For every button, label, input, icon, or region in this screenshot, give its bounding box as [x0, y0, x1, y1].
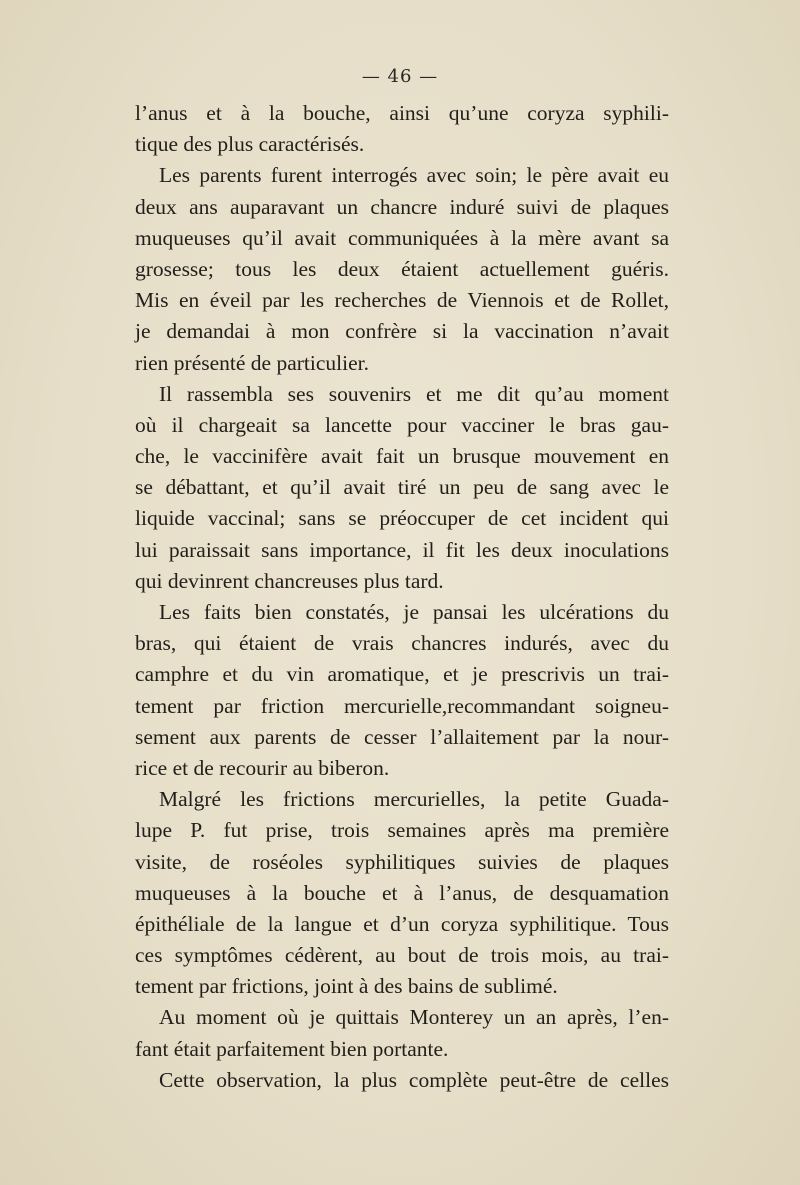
text-line: che, le vaccinifère avait fait un brusque mouvement en: [135, 444, 669, 469]
text-line: lui paraissait sans importance, il fit les deux inoculations: [135, 537, 669, 562]
text-line: Mis en éveil par les recherches de Viennois et de Rollet,: [135, 288, 669, 313]
text-line: tement par friction mercurielle,recommandant soigneu-: [135, 693, 669, 718]
body-text: [135, 98, 669, 1096]
text-line: muqueuses qu’il avait communiquées à la mère avant sa: [135, 225, 669, 250]
text-line: bras, qui étaient de vrais chancres indurés, avec du: [135, 631, 669, 656]
text-line: Il rassembla ses souvenirs et me dit qu’au moment: [159, 381, 669, 406]
text-line: où il chargeait sa lancette pour vacciner le bras gau-: [135, 412, 669, 437]
text-line: épithéliale de la langue et d’un coryza syphilitique. Tous: [135, 911, 669, 936]
text-line: muqueuses à la bouche et à l’anus, de desquamation: [135, 880, 669, 905]
text-line: l’anus et à la bouche, ainsi qu’une coryza syphili-: [135, 101, 669, 125]
text-line: rice et de recourir au biberon.: [135, 755, 390, 780]
text-line: Les faits bien constatés, je pansai les ulcérations du: [159, 600, 669, 624]
text-line: Les parents furent interrogés avec soin; le père avait eu: [159, 163, 669, 188]
text-line: Malgré les frictions mercurielles, la petite Guada-: [159, 787, 669, 812]
text-line: qui devinrent chancreuses plus tard.: [135, 568, 444, 593]
text-line: grosesse; tous les deux étaient actuellement guéris.: [135, 256, 669, 281]
text-line: tement par frictions, joint à des bains de sublimé.: [135, 974, 558, 999]
text-line: camphre et du vin aromatique, et je prescrivis un trai-: [135, 662, 669, 687]
text-line: fant était parfaitement bien portante.: [135, 1036, 449, 1061]
text-line: visite, de roséoles syphilitiques suivies de plaques: [135, 849, 669, 874]
text-line: Cette observation, la plus complète peut-être de celles: [159, 1067, 669, 1092]
text-line: sement aux parents de cesser l’allaitement par la nour-: [135, 724, 669, 749]
text-line: tique des plus caractérisés.: [135, 132, 365, 157]
text-line: lupe P. fut prise, trois semaines après ma première: [135, 818, 669, 843]
text-line: je demandai à mon confrère si la vaccination n’avait: [135, 319, 669, 344]
text-line: ces symptômes cédèrent, au bout de trois mois, au trai-: [135, 943, 669, 968]
text-line: Au moment où je quittais Monterey un an après, l’en-: [159, 1005, 669, 1030]
text-line: rien présenté de particulier.: [135, 350, 370, 375]
text-line: deux ans auparavant un chancre induré suivi de plaques: [135, 194, 669, 219]
text-line: liquide vaccinal; sans se préoccuper de cet incident qui: [135, 506, 669, 531]
page-number: — 46 —: [361, 66, 439, 87]
text-line: se débattant, et qu’il avait tiré un peu de sang avec le: [135, 475, 669, 500]
